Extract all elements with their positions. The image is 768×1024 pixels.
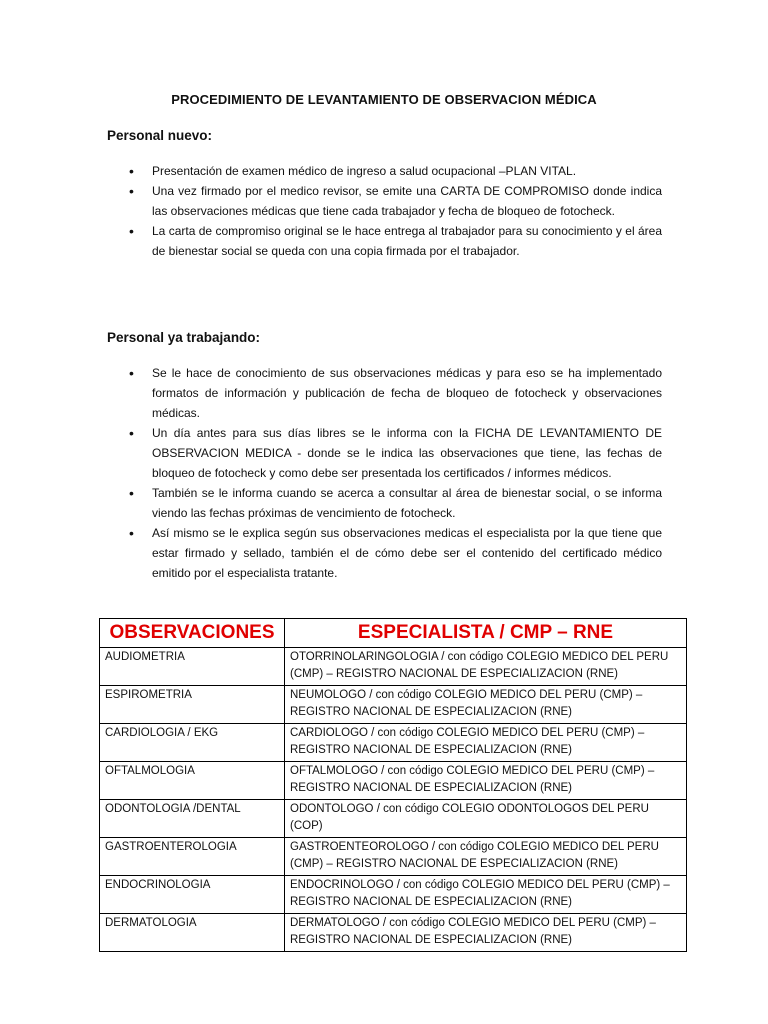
table-row bbox=[100, 876, 687, 914]
list-item: • Un día antes para sus días libres se le informa con la FICHA DE LEVANTAMIENTO DE OBSERVACION MEDICA - donde se le indica las observaciones que tiene, las fechas de bloqueo de fotocheck y como debe ser presentada los certificados / informes médicos. bbox=[107, 423, 662, 483]
observation-cell: CARDIOLOGIA / EKG bbox=[100, 724, 285, 762]
table-row bbox=[100, 686, 687, 724]
observation-cell: GASTROENTEROLOGIA bbox=[100, 838, 285, 876]
list-item: • Así mismo se le explica según sus observaciones medicas el especialista por la que tiene que estar firmado y sellado, también el de cómo debe ser el contenido del certificado médico emitido por el especialista tratante. bbox=[107, 523, 662, 583]
specialist-cell: CARDIOLOGO / con código COLEGIO MEDICO DEL PERU (CMP) – REGISTRO NACIONAL DE ESPECIALIZACION (RNE) bbox=[285, 724, 687, 762]
specialist-cell: OTORRINOLARINGOLOGIA / con código COLEGIO MEDICO DEL PERU (CMP) – REGISTRO NACIONAL DE ESPECIALIZACION (RNE) bbox=[285, 648, 687, 686]
page-title: PROCEDIMIENTO DE LEVANTAMIENTO DE OBSERVACION MÉDICA bbox=[171, 92, 597, 107]
list-item: • Una vez firmado por el medico revisor, se emite una CARTA DE COMPROMISO donde indica las observaciones médicas que tiene cada trabajador y fecha de bloqueo de fotocheck. bbox=[107, 181, 662, 221]
list-item: • La carta de compromiso original se le hace entrega al trabajador para su conocimiento y el área de bienestar social se queda con una copia firmada por el trabajador. bbox=[107, 221, 662, 261]
specialist-cell: NEUMOLOGO / con código COLEGIO MEDICO DEL PERU (CMP) – REGISTRO NACIONAL DE ESPECIALIZACION (RNE) bbox=[285, 686, 687, 724]
observation-cell: DERMATOLOGIA bbox=[100, 914, 285, 952]
section-heading-personal-ya-trabajando: Personal ya trabajando: bbox=[107, 330, 261, 345]
specialist-cell: GASTROENTEOROLOGO / con código COLEGIO MEDICO DEL PERU (CMP) – REGISTRO NACIONAL DE ESPECIALIZACION (RNE) bbox=[285, 838, 687, 876]
observation-cell: ESPIROMETRIA bbox=[100, 686, 285, 724]
table-row bbox=[100, 724, 687, 762]
specialist-cell: ENDOCRINOLOGO / con código COLEGIO MEDICO DEL PERU (CMP) – REGISTRO NACIONAL DE ESPECIALIZACION (RNE) bbox=[285, 876, 687, 914]
table-row bbox=[100, 800, 687, 838]
observations-table bbox=[99, 618, 687, 952]
specialist-cell: DERMATOLOGO / con código COLEGIO MEDICO DEL PERU (CMP) – REGISTRO NACIONAL DE ESPECIALIZACION (RNE) bbox=[285, 914, 687, 952]
list-item: • También se le informa cuando se acerca a consultar al área de bienestar social, o se informa viendo las fechas próximas de vencimiento de fotocheck. bbox=[107, 483, 662, 523]
specialist-cell: OFTALMOLOGO / con código COLEGIO MEDICO DEL PERU (CMP) – REGISTRO NACIONAL DE ESPECIALIZACION (RNE) bbox=[285, 762, 687, 800]
table-row bbox=[100, 838, 687, 876]
bullet-list-personal-nuevo bbox=[107, 161, 662, 261]
table-row bbox=[100, 762, 687, 800]
bullet-list-personal-ya-trabajando bbox=[107, 363, 662, 583]
observation-cell: ENDOCRINOLOGIA bbox=[100, 876, 285, 914]
section-heading-personal-nuevo: Personal nuevo: bbox=[107, 128, 213, 143]
table-header-row bbox=[100, 619, 687, 648]
table-row bbox=[100, 914, 687, 952]
observation-cell: ODONTOLOGIA /DENTAL bbox=[100, 800, 285, 838]
observation-cell: AUDIOMETRIA bbox=[100, 648, 285, 686]
observation-cell: OFTALMOLOGIA bbox=[100, 762, 285, 800]
specialist-cell: ODONTOLOGO / con código COLEGIO ODONTOLOGOS DEL PERU (COP) bbox=[285, 800, 687, 838]
list-item: • Se le hace de conocimiento de sus observaciones médicas y para eso se ha implementado formatos de información y publicación de fecha de bloqueo de fotocheck y observaciones médicas. bbox=[107, 363, 662, 423]
list-item: • Presentación de examen médico de ingreso a salud ocupacional –PLAN VITAL. bbox=[107, 161, 662, 181]
table-row bbox=[100, 648, 687, 686]
header-especialista: ESPECIALISTA / CMP – RNE bbox=[285, 619, 687, 648]
header-observaciones: OBSERVACIONES bbox=[100, 619, 285, 648]
